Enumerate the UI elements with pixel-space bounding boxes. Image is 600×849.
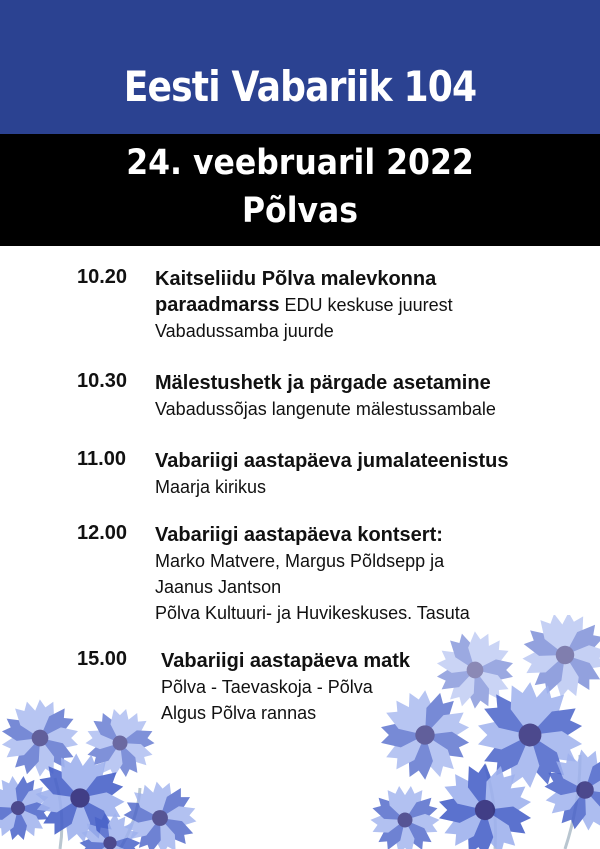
event-detail: EDU keskuse juurest	[279, 295, 453, 315]
event-time: 12.00	[77, 522, 128, 544]
event-title: paraadmarss	[155, 294, 280, 316]
event-time: 10.30	[77, 370, 128, 392]
event-title: Vabariigi aastapäeva kontsert:	[155, 524, 443, 546]
event-time: 15.00	[77, 648, 128, 670]
event-place: Põlvas	[241, 191, 359, 231]
event-time: 10.20	[77, 266, 128, 288]
event-title: Vabariigi aastapäeva jumalateenistus	[155, 450, 509, 472]
event-time: 11.00	[77, 448, 126, 470]
event-detail: Jaanus Jantson	[155, 577, 282, 597]
event-detail: Põlva - Taevaskoja - Põlva	[161, 677, 373, 697]
event-detail: Maarja kirikus	[155, 477, 267, 497]
event-title: Mälestushetk ja pärgade asetamine	[155, 372, 491, 394]
event-detail: Põlva Kultuuri- ja Huvikeskuses. Tasuta	[155, 603, 470, 623]
event-detail: Vabadussõjas langenute mälestussambale	[155, 399, 496, 419]
page-title: Eesti Vabariik 104	[123, 62, 477, 111]
event-title: Vabariigi aastapäeva matk	[161, 650, 411, 672]
event-detail: Marko Matvere, Margus Põldsepp ja	[155, 551, 445, 571]
event-detail: Algus Põlva rannas	[161, 703, 317, 723]
event-date: 24. veebruaril 2022	[126, 143, 474, 183]
event-detail: Vabadussamba juurde	[155, 321, 334, 341]
event-title: Kaitseliidu Põlva malevkonna	[155, 268, 437, 290]
